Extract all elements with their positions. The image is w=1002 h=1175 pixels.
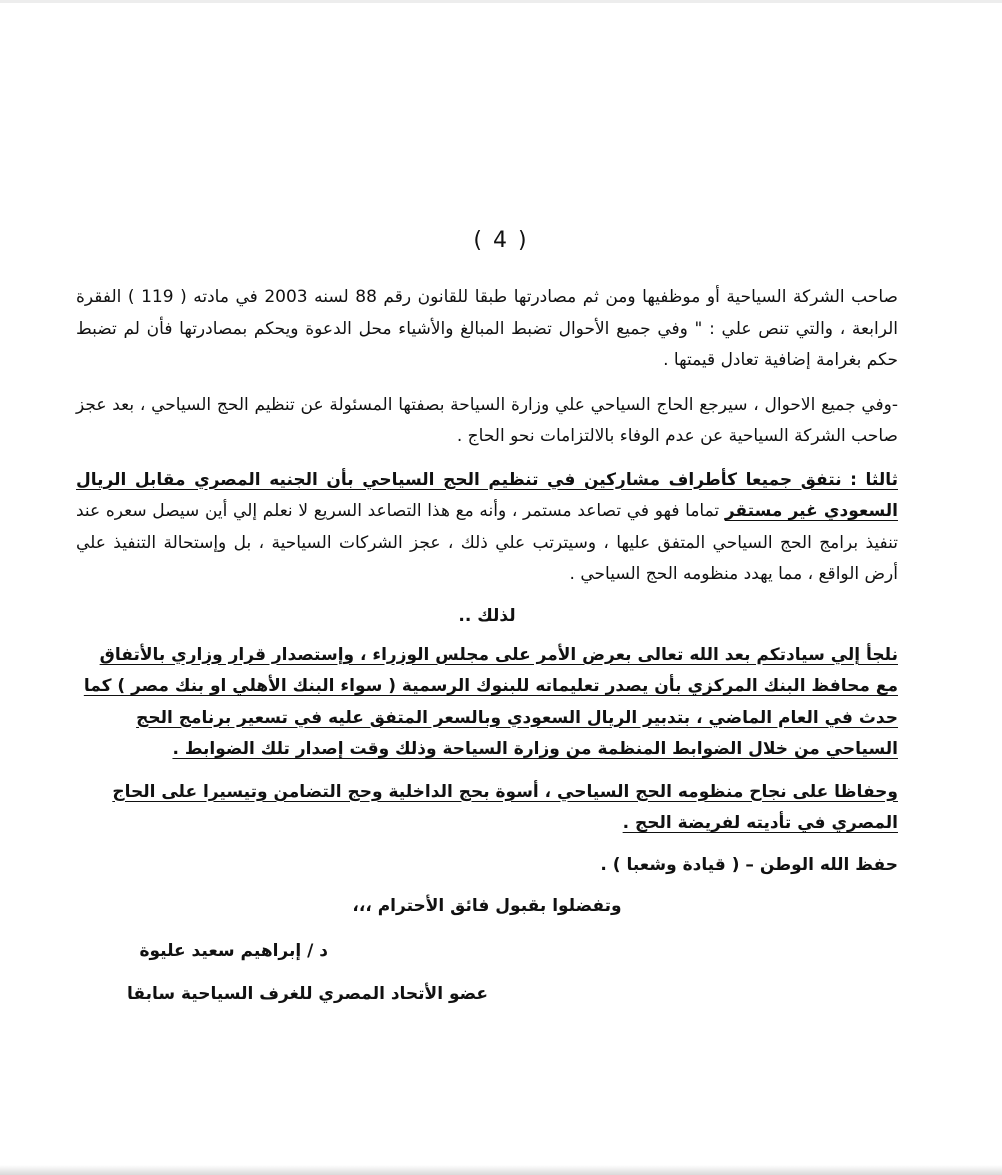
preservation-paragraph: وحفاظا على نجاح منظومه الحج السياحي ، أسوة بحج الداخلية وحج التضامن وتيسيرا على الحاج المصري في تأديته لفريضة الحج . (112, 781, 898, 833)
paragraph-confiscation: صاحب الشركة السياحية أو موظفيها ومن ثم مصادرتها طبقا للقانون رقم 88 لسنه 2003 في مادته ( 119 ) الفقرة الرابعة ، والتي تنص علي : " وفي جميع الأحوال تضبط المبالغ والأشياء محل الدعوة ويحكم بمصادرتها فأن لم تضبط حكم بغرامة إضافية تعادل قيمتها . (76, 287, 898, 370)
third-point-explanation: تماما فهو في تصاعد مستمر ، وأنه مع هذا التصاعد السريع لا نعلم إلي أين سيصل سعره عند تنفيذ برامج الحج السياحي المتفق عليها ، وسيترتب علي ذلك ، عجز الشركات السياحية ، بل وإستحالة التنفيذ علي أرض الواقع ، مما يهدد منظومه الحج السياحي . (76, 501, 898, 584)
signature-name: د / إبراهيم سعيد عليوة (139, 940, 328, 961)
third-point-bold-statement: ثالثا : نتفق جميعا كأطراف مشاركين في تنظيم الحج السياحي بأن الجنيه المصري مقابل الريال السعودي غير مستقر (76, 469, 898, 521)
regards-line: وتفضلوا بقبول فائق الأحترام ،،، (352, 895, 622, 916)
letter-body (76, 282, 898, 1010)
page-number: ( 4 ) (473, 228, 529, 253)
request-paragraph: نلجأ إلي سيادتكم بعد الله تعالى بعرض الأمر على مجلس الوزراء ، وإستصدار قرار وزاري بالأتفاق مع محافظ البنك المركزي بأن يصدر تعليماته للبنوك الرسمية ( سواء البنك الأهلي او بنك مصر ) كما حدث في العام الماضي ، بتدبير الريال السعودي وبالسعر المتفق عليه في تسعير برنامج الحج السياحي من خلال الضوابط المنظمة من وزارة السياحة وذلك وقت إصدار تلك الضوابط . (83, 644, 898, 759)
signature-title: عضو الأتحاد المصري للغرف السياحية سابقا (126, 983, 488, 1004)
top-edge (0, 0, 1002, 3)
paragraph-pilgrim-recourse: -وفي جميع الاحوال ، سيرجع الحاج السياحي علي وزارة السياحة بصفتها المسئولة عن تنظيم الحج السياحي ، بعد عجز صاحب الشركة السياحية عن عدم الوفاء بالالتزامات نحو الحاج . (76, 394, 898, 446)
bottom-edge (0, 1165, 1002, 1175)
therefore-heading: لذلك .. (458, 605, 516, 626)
paragraph-third-point (76, 465, 898, 591)
prayer-line: حفظ الله الوطن – ( قيادة وشعبا ) . (600, 854, 898, 875)
